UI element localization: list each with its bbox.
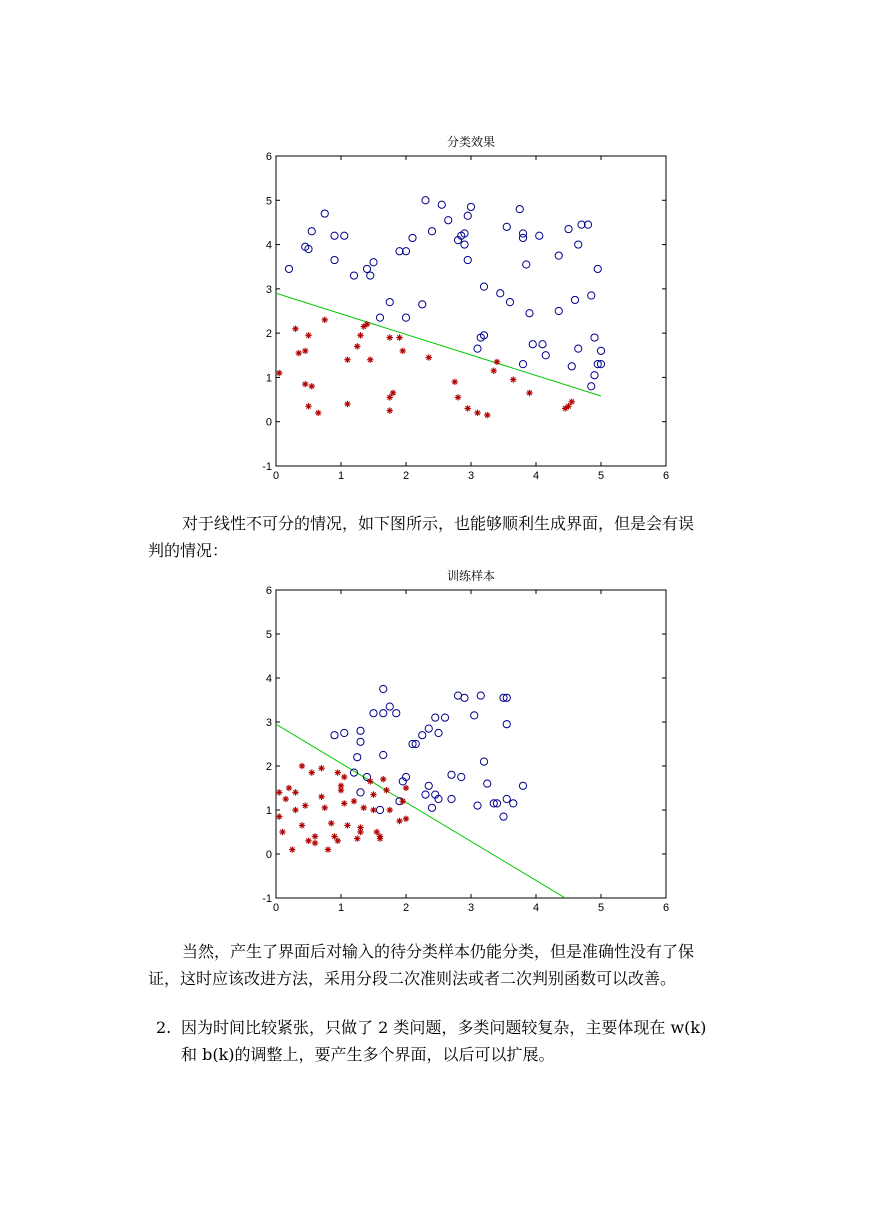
chart-title: 分类效果 — [446, 135, 496, 149]
x-tick-label: 3 — [467, 470, 475, 482]
y-tick-label: 6 — [265, 585, 272, 597]
star-point — [357, 824, 363, 830]
paragraph-line: 对于线性不可分的情况，如下图所示，也能够顺利生成界面，但是会有误 — [182, 514, 695, 533]
star-point — [341, 800, 347, 806]
star-point — [302, 802, 308, 808]
star-point — [335, 769, 341, 775]
star-point — [289, 846, 295, 852]
x-tick-label: 3 — [467, 902, 475, 914]
x-tick-label: 1 — [337, 902, 345, 914]
x-tick-label: 4 — [532, 902, 540, 914]
chart-classification-result — [200, 130, 680, 495]
star-point — [354, 835, 360, 841]
paragraph-line: 证，这时应该改进方法，采用分段二次准则法或者二次判别函数可以改善。 — [148, 969, 677, 988]
plot-area — [276, 590, 666, 898]
chart-training-samples — [200, 563, 680, 923]
y-tick-label: 5 — [265, 629, 272, 641]
paragraph-line: 当然，产生了界面后对输入的待分类样本仍能分类，但是准确性没有了保 — [182, 942, 695, 961]
plot-area — [276, 156, 666, 466]
y-tick-label: 4 — [265, 239, 272, 252]
star-point — [403, 785, 409, 791]
star-point — [377, 835, 383, 841]
y-tick-label: 4 — [265, 673, 272, 685]
y-tick-label: 1 — [265, 805, 272, 817]
paragraph-nonseparable — [148, 510, 748, 564]
star-point — [341, 774, 347, 780]
star-point — [569, 399, 575, 405]
y-tick-label: 3 — [265, 717, 272, 729]
y-tick-label: 3 — [265, 283, 272, 296]
x-tick-label: 0 — [272, 470, 280, 482]
paragraph-accuracy — [148, 938, 748, 992]
x-tick-label: 1 — [337, 470, 345, 482]
list-item-number: 2. — [156, 1018, 172, 1037]
chart-title: 训练样本 — [446, 569, 496, 583]
x-tick-label: 2 — [402, 470, 410, 482]
paragraph-line: 和 b(k)的调整上，要产生多个界面，以后可以扩展。 — [181, 1045, 555, 1064]
x-tick-label: 4 — [532, 470, 540, 482]
star-point — [276, 789, 282, 795]
list-item-text — [181, 1014, 761, 1068]
star-point — [325, 846, 331, 852]
x-tick-label: 6 — [662, 902, 670, 914]
star-point — [331, 833, 337, 839]
star-point — [367, 778, 373, 784]
star-point — [344, 822, 350, 828]
x-tick-label: 2 — [402, 902, 410, 914]
x-tick-label: 5 — [597, 902, 605, 914]
paragraph-line: 因为时间比较紧张，只做了 2 类问题，多类问题较复杂，主要体现在 w(k) — [181, 1018, 707, 1037]
y-tick-label: 6 — [265, 151, 272, 163]
x-tick-label: 6 — [662, 470, 670, 482]
y-tick-label: 2 — [265, 328, 272, 341]
y-tick-label: 5 — [265, 195, 272, 208]
star-point — [370, 791, 376, 797]
x-tick-label: 5 — [597, 470, 605, 482]
star-point — [370, 807, 376, 813]
figure-training-samples — [200, 563, 680, 923]
y-tick-label: 1 — [265, 372, 272, 385]
y-tick-label: -1 — [262, 893, 272, 905]
star-point — [292, 789, 298, 795]
star-point — [312, 833, 318, 839]
star-point — [565, 403, 571, 409]
y-tick-label: 0 — [265, 849, 272, 861]
y-tick-label: 0 — [265, 416, 272, 429]
x-tick-label: 0 — [272, 902, 280, 914]
star-point — [309, 769, 315, 775]
figure-classification-result — [200, 130, 680, 495]
star-point — [299, 822, 305, 828]
star-point — [276, 813, 282, 819]
star-point — [526, 390, 532, 396]
paragraph-line: 判的情况： — [148, 541, 229, 560]
y-tick-label: 2 — [265, 761, 272, 773]
y-tick-label: -1 — [262, 461, 272, 473]
star-point — [387, 807, 393, 813]
